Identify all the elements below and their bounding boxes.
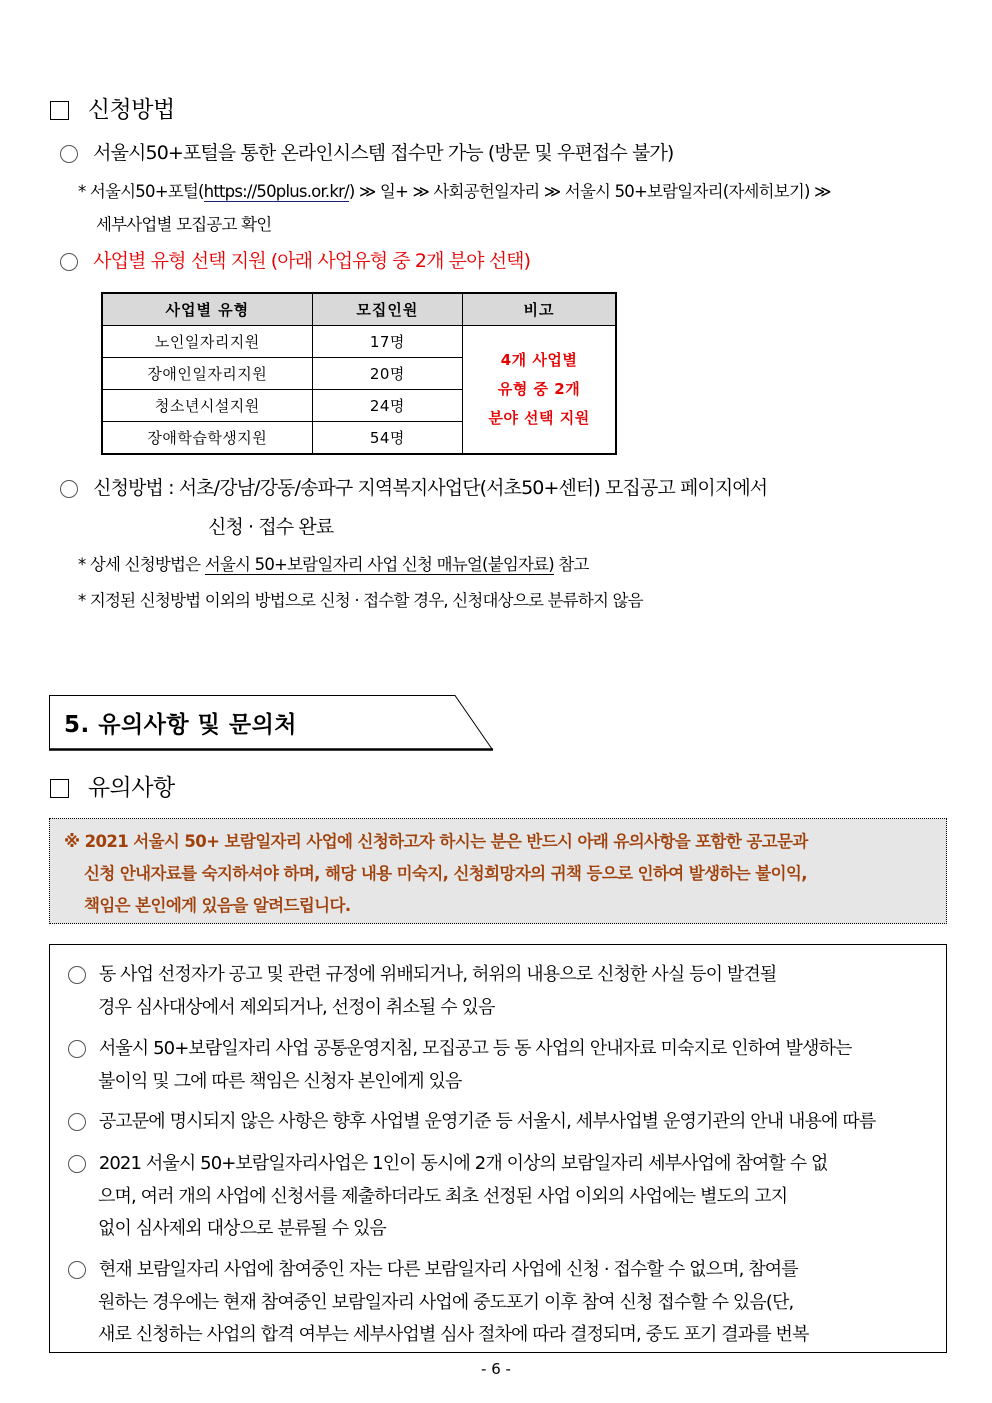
section-title: 5. 유의사항 및 문의처: [64, 712, 298, 738]
cell-type: 청소년시설지원: [102, 390, 312, 422]
bullet-method: 신청방법 : 서초/강남/강동/송파구 지역복지사업단(서초50+센터) 모집공고 페이지에서: [60, 473, 767, 500]
cell-count: 54명: [312, 422, 462, 455]
circle-bullet-icon: [68, 1040, 86, 1058]
square-bullet-icon: [50, 101, 69, 120]
method-line2: 신청 · 접수 완료: [208, 516, 334, 538]
detail-note: * 상세 신청방법은 서울시 50+보람일자리 사업 신청 매뉴얼(붙임자료) 참고: [78, 555, 589, 574]
portal-note-line2: 세부사업별 모집공고 확인: [96, 215, 272, 234]
heading-apply-method: 신청방법: [50, 91, 175, 124]
recruit-table: [101, 292, 617, 455]
manual-reference: 서울시 50+보람일자리 사업 신청 매뉴얼(붙임자료): [204, 555, 554, 574]
precaution-item-5-cont: 새로 신청하는 사업의 합격 여부는 세부사업별 심사 절차에 따라 결정되며, 중도 포기 결과를 번복: [98, 1324, 809, 1345]
notice-line-3: 책임은 본인에게 있음을 알려드립니다.: [84, 896, 351, 915]
circle-bullet-icon: [60, 480, 78, 498]
precaution-item-5: 현재 보람일자리 사업에 참여중인 자는 다른 보람일자리 사업에 신청 · 접수할 수 없으며, 참여를: [68, 1255, 798, 1281]
cell-count: 24명: [312, 390, 462, 422]
table-header-row: [102, 293, 616, 326]
precaution-item-2: 서울시 50+보람일자리 사업 공통운영지침, 모집공고 등 동 사업의 안내자료 미숙지로 인하여 발생하는: [68, 1034, 852, 1060]
heading-precautions: 유의사항: [50, 769, 175, 802]
cell-type: 노인일자리지원: [102, 326, 312, 358]
precaution-item-5-cont: 원하는 경우에는 현재 참여중인 보람일자리 사업에 중도포기 이후 참여 신청 접수할 수 있음(단,: [98, 1292, 794, 1313]
precaution-item-2-cont: 불이익 및 그에 따른 책임은 신청자 본인에게 있음: [98, 1071, 462, 1092]
portal-note: * 서울시50+포털(https://50plus.or.kr/) ≫ 일+ ≫ 사회공헌일자리 ≫ 서울시 50+보람일자리(자세히보기) ≫: [78, 182, 831, 201]
precaution-item-1-cont: 경우 심사대상에서 제외되거나, 선정이 취소될 수 있음: [98, 997, 495, 1018]
bullet-online-only: 서울시50+포털을 통한 온라인시스템 접수만 가능 (방문 및 우편접수 불가): [60, 138, 673, 165]
circle-bullet-icon: [68, 1261, 86, 1279]
portal-link[interactable]: https://50plus.or.kr/: [203, 182, 349, 201]
bullet-type-select: 사업별 유형 선택 지원 (아래 사업유형 중 2개 분야 선택): [60, 246, 530, 273]
header-type: 사업별 유형: [102, 293, 312, 326]
circle-bullet-icon: [60, 145, 78, 163]
precaution-item-1: 동 사업 선정자가 공고 및 관련 규정에 위배되거나, 허위의 내용으로 신청한 사실 등이 발견될: [68, 960, 776, 986]
circle-bullet-icon: [60, 253, 78, 271]
notice-line-1: ※ 2021 서울시 50+ 보람일자리 사업에 신청하고자 하시는 분은 반드시 아래 유의사항을 포함한 공고문과: [64, 832, 808, 851]
page-number: - 6 -: [481, 1360, 511, 1378]
cell-count: 20명: [312, 358, 462, 390]
precaution-item-3: 공고문에 명시되지 않은 사항은 향후 사업별 운영기준 등 서울시, 세부사업별 운영기관의 안내 내용에 따름: [68, 1107, 875, 1133]
cell-type: 장애학습학생지원: [102, 422, 312, 455]
precaution-item-4-cont: 없이 심사제외 대상으로 분류될 수 있음: [98, 1218, 386, 1239]
header-count: 모집인원: [312, 293, 462, 326]
table-row: [102, 326, 616, 358]
notice-line-2: 신청 안내자료를 숙지하셔야 하며, 해당 내용 미숙지, 신청희망자의 귀책 등으로 인하여 발생하는 불이익,: [84, 864, 807, 883]
cell-type: 장애인일자리지원: [102, 358, 312, 390]
cell-count: 17명: [312, 326, 462, 358]
circle-bullet-icon: [68, 1113, 86, 1131]
other-method-note: * 지정된 신청방법 이외의 방법으로 신청 · 접수할 경우, 신청대상으로 분류하지 않음: [78, 591, 643, 610]
cell-note: 4개 사업별 유형 중 2개 분야 선택 지원: [463, 326, 616, 455]
circle-bullet-icon: [68, 1155, 86, 1173]
precaution-item-4-cont: 으며, 여러 개의 사업에 신청서를 제출하더라도 최초 선정된 사업 이외의 사업에는 별도의 고지: [98, 1186, 788, 1207]
precaution-item-4: 2021 서울시 50+보람일자리사업은 1인이 동시에 2개 이상의 보람일자리 세부사업에 참여할 수 없: [68, 1149, 828, 1175]
square-bullet-icon: [50, 779, 69, 798]
circle-bullet-icon: [68, 966, 86, 984]
header-note: 비고: [463, 293, 616, 326]
